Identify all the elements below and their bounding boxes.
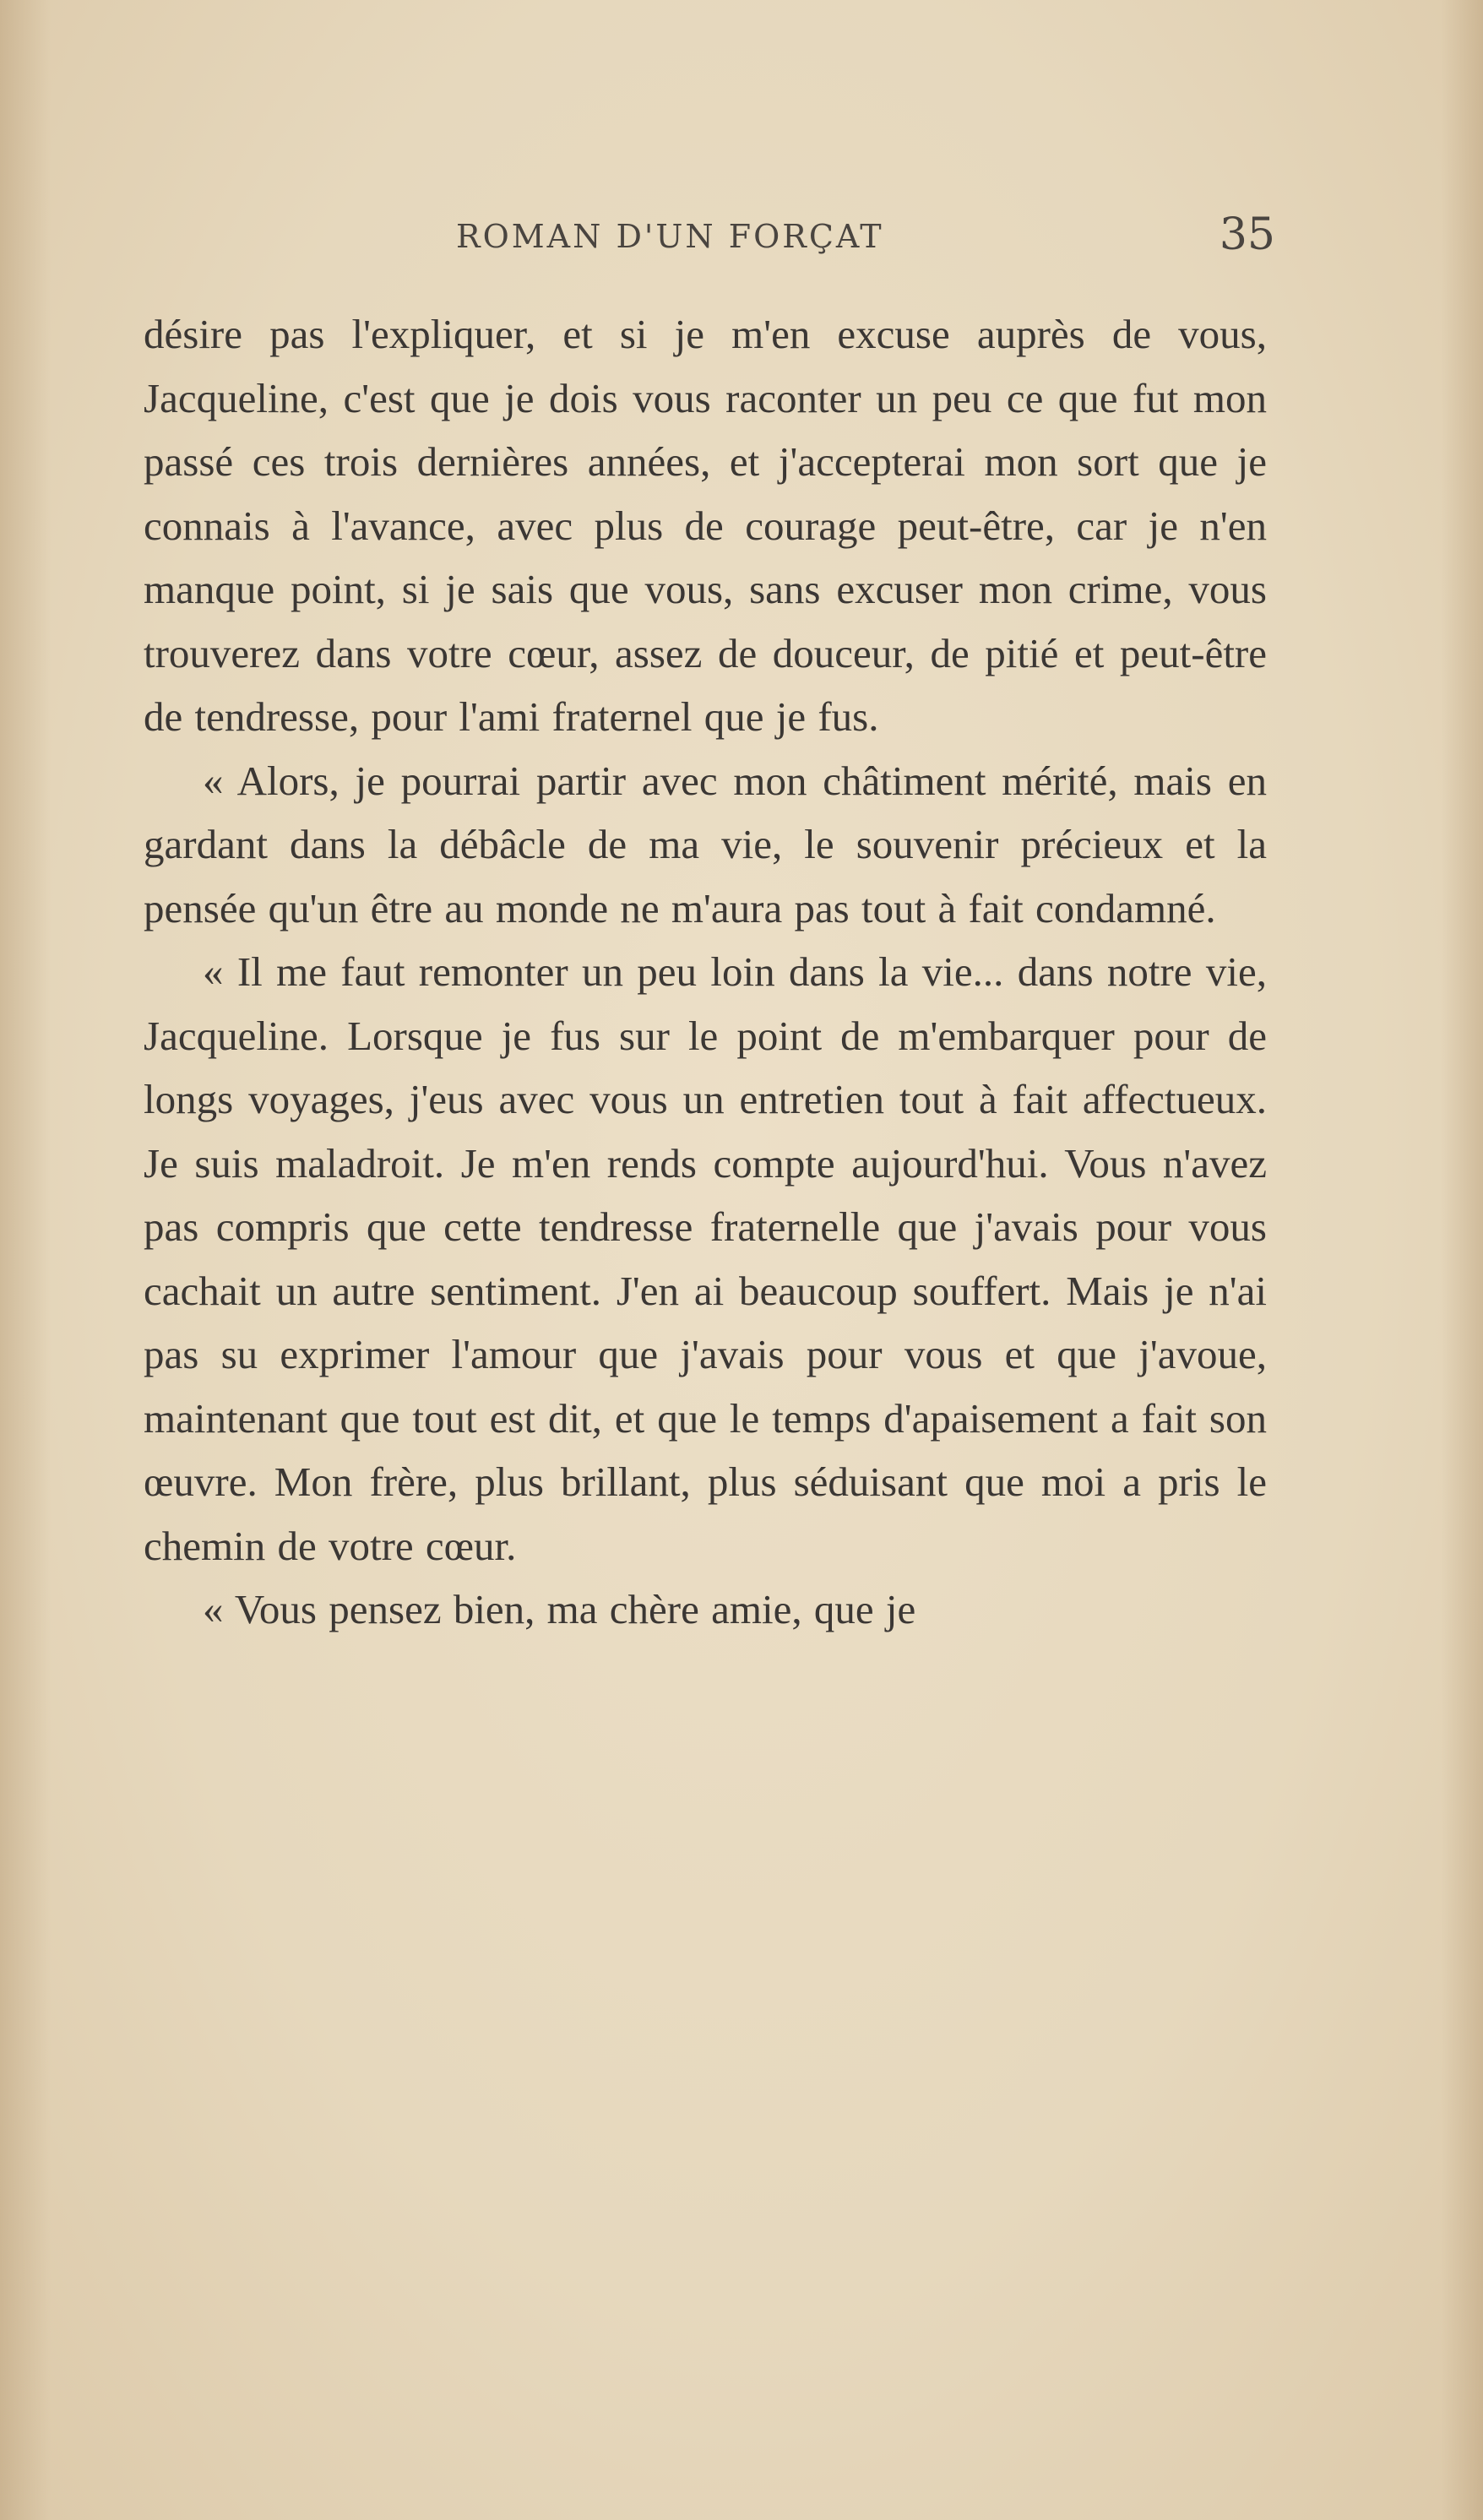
- paragraph-4: « Vous pensez bien, ma chère amie, que je: [203, 1586, 916, 1632]
- running-title: ROMAN D'UN FORÇAT: [456, 218, 884, 255]
- page-header: [144, 209, 1275, 269]
- paragraph-3: « Il me faut remonter un peu loin dans la vie... dans notre vie, Jacqueline. Lorsque je fus sur le point de m'embarquer pour de longs voyages, j'eus avec vous un entretien tout à fait affectueux. Je suis maladroit. Je m'en rends compte aujourd'hui. Vous n'avez pas compris que cette tendresse fraternelle que j'avais pour vous cachait un autre sentiment. J'en ai beaucoup souffert. Mais je n'ai pas su exprimer l'amour que j'avais pour vous et que j'avoue, maintenant que tout est dit, et que le temps d'apaisement a fait son œuvre. Mon frère, plus brillant, plus séduisant que moi a pris le chemin de votre cœur.: [144, 948, 1267, 1569]
- body-text: [144, 302, 1267, 1642]
- paragraph-1: désire pas l'expliquer, et si je m'en excuse auprès de vous, Jacqueline, c'est que je dois vous raconter un peu ce que fut mon passé ces trois dernières années, et j'accepterai mon sort que je connais à l'avance, avec plus de courage peut-être, car je n'en manque point, si je sais que vous, sans excuser mon crime, vous trouverez dans votre cœur, assez de douceur, de pitié et peut-être de tendresse, pour l'ami fraternel que je fus.: [144, 311, 1267, 740]
- paragraph-2: « Alors, je pourrai partir avec mon châtiment mérité, mais en gardant dans la débâcle de ma vie, le souvenir précieux et la pensée qu'un être au monde ne m'aura pas tout à fait condamné.: [144, 757, 1267, 931]
- page-number: 35: [1219, 209, 1275, 260]
- page-edge-left: [0, 0, 51, 2520]
- page-edge-right: [1441, 0, 1483, 2520]
